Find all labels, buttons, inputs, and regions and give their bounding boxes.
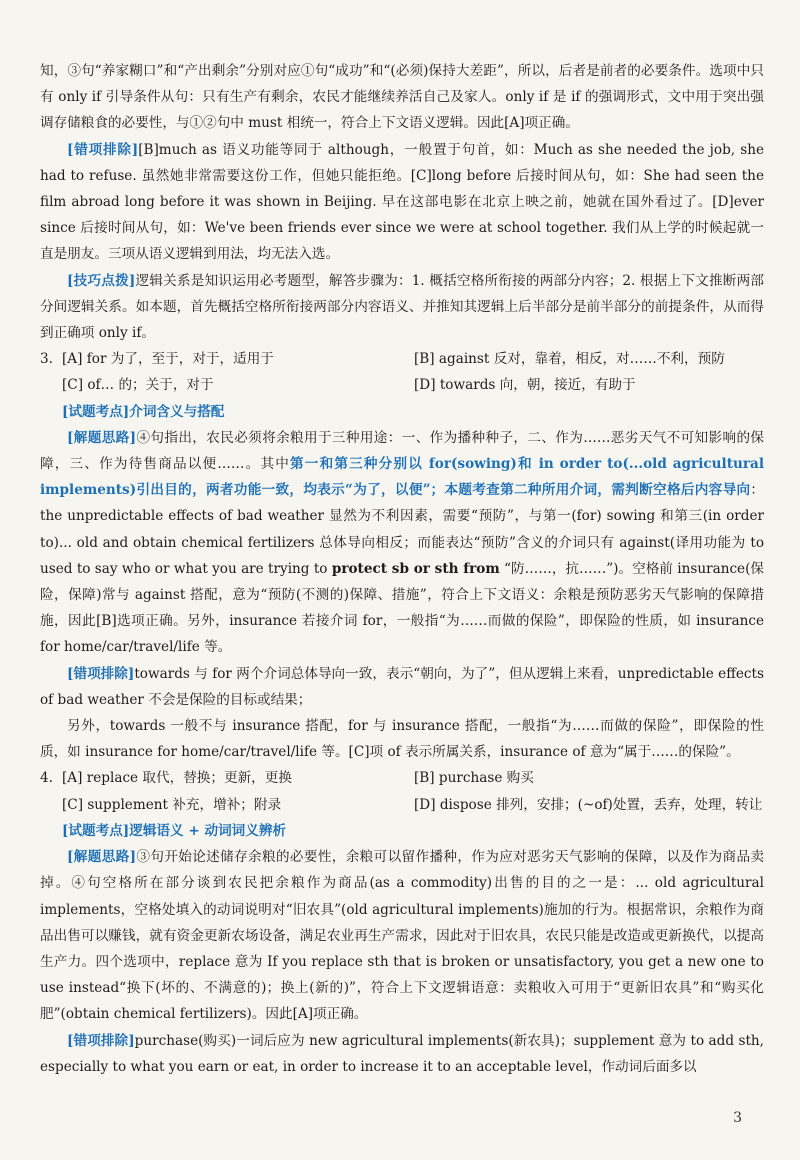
- q3-key-point: [40, 399, 764, 425]
- q3-solution-bold: protect sb or sth from: [331, 560, 500, 577]
- page-number: 3: [733, 1110, 742, 1126]
- tag-solution: [解题思路]: [67, 429, 137, 446]
- q3-solution-text-1: ④句指出，农民必须将余粮用于三种用途：一、作为播种种子，二、作为……恶劣天气不可知影响的保障，三、作为待售商品以便……。其中: [40, 429, 765, 473]
- q4-solution: [40, 844, 764, 1027]
- wrong-options-text: [B]much as 语义功能等同于 although，一般置于句首，如：Much as she needed the job, she had to refuse. 虽然她非常需要这份工作，但她只能拒绝。[C]long before 后接时间从句，如：She had seen the film abroad long before it was shown in Beijing. 早在这部电影在北京上映之前，她就在国外看过了。[D]ever since 后接时间从句，如：We've been friends ever since we were at school together. 我们从上学的时候起就一直是朋友。三项从语义逻辑到用法，均无法入选。: [40, 141, 764, 263]
- q4-option-b: [B] purchase 购买: [414, 770, 534, 787]
- q4-key-point-text: 逻辑语义 + 动词词义辨析: [129, 822, 287, 839]
- q4-key-point: [40, 818, 764, 844]
- q4-solution-text: ③句开始论述储存余粮的必要性，余粮可以留作播种，作为应对恶劣天气影响的保障，以及作为商品卖掉。④句空格所在部分谈到农民把余粮作为商品(as a commodity)出售的目的之一是：... old agricultural implements，空格处填入的动词说明对“旧农具”(old agricultural implements)施加的行为。根据常识，余粮作为商品出售可以赚钱，就有资金更新农场设备，满足农业再生产需求，因此对于旧农具，农民只能是改造或更新换代，以提高生产力。四个选项中，replace 意为 If you replace sth that is broken or unsatisfactory, you get a new one to use instead“换下(坏的、不满意的)；换上(新的)”，符合上下文逻辑语意：卖粮收入可用于“更新旧农具”和“购买化肥”(obtain chemical fertilizers)。因此[A]项正确。: [40, 849, 764, 1023]
- q3-solution-text-2: ：the unpredictable effects of bad weather 显然为不利因素，需要“预防”，与第一(for) sowing 和第三(in order to)... old and obtain chemical fertilizers 总体导向相反；而能表达“预防”含义的介词只有 against(译用功能为 to used to say who or what you are trying to: [40, 482, 764, 577]
- q3-wrong-options-cont: 另外，towards 一般不与 insurance 搭配，for 与 insurance 搭配，一般指“为……而做的保险”，即保险的性质，如 insurance for home/car/travel/life 等。[C]项 of 表示所属关系，insurance of 意为“属于……的保险”。: [40, 718, 764, 761]
- tag-key-point: [试题考点]: [62, 403, 130, 420]
- q3-option-d: [D] towards 向，朝，接近，有助于: [414, 377, 636, 394]
- tag-solution-q4: [解题思路]: [67, 849, 137, 866]
- tag-key-point-q4: [试题考点]: [62, 822, 130, 839]
- paragraph-wrong-options: [40, 137, 764, 268]
- q3-solution-text-3: “防……，抗……”)。空格前 insurance(保险，保障)常与 against 搭配，意为“预防(不测的)保障、措施”，符合上下文语义：余粮是预防恶劣天气影响的保障措施，因此[B]选项正确。另外，insurance 若接介词 for，一般指“为……而做的保险”，即保险的性质，如 insurance for home/car/travel/life 等。: [40, 560, 765, 656]
- q3-solution-highlight: 第一和第三种分别以 for(sowing)和 in order to(...old agricultural implements)引出目的，两者功能一致，均表示“为了，以便”；本题考查第二种所用介词，需判断空格后内容导向: [40, 456, 765, 499]
- q4-option-a: [A] replace 取代，替换；更新，更换: [62, 770, 292, 787]
- paragraph-continuation: 知，③句“养家糊口”和“产出剩余”分别对应①句“成功”和“(必须)保持大差距”，所以，后者是前者的必要条件。选项中只有 only if 引导条件从句：只有生产有剩余，农民才能继续养活自己及家人。only if 是 if 的强调形式，文中用于突出强调存储粮食的必要性，与①②句中 must 相统一，符合上下文语义逻辑。因此[A]项正确。: [40, 63, 764, 132]
- q3-option-c: [C] of… 的；关于，对于: [62, 377, 214, 394]
- q3-number: 3.: [40, 351, 53, 368]
- tag-wrong-options: [错项排除]: [67, 141, 139, 158]
- q4-option-c: [C] supplement 补充，增补；附录: [62, 796, 282, 813]
- q4-options-row2: [40, 792, 764, 818]
- q4-number: 4.: [40, 770, 53, 787]
- q3-solution: [40, 425, 764, 661]
- q3-option-b: [B] against 反对，靠着，相反，对……不利，预防: [414, 351, 725, 368]
- q4-wrong-options-text: purchase(购买)一词后应为 new agricultural implements(新农具)；supplement 意为 to add sth, especially to what you earn or eat, in order to increase it to an acceptable level，作动词后面多以: [40, 1032, 764, 1075]
- tips-text: 逻辑关系是知识运用必考题型，解答步骤为：1. 概括空格所衔接的两部分内容；2. 根据上下文推断两部分间逻辑关系。如本题，首先概括空格所衔接两部分内容语义、并推知其逻辑上后半部分是前半部分的前提条件，从而得到正确项 only if。: [40, 272, 764, 342]
- q4-options-row1: [40, 765, 764, 791]
- tag-wrong-options-q4: [错项排除]: [67, 1032, 135, 1049]
- tag-wrong-options-q3: [错项排除]: [67, 665, 135, 682]
- page-body: [40, 58, 764, 1080]
- tag-tips: [技巧点拨]: [67, 272, 136, 289]
- q3-wrong-options: [40, 661, 764, 713]
- q4-wrong-options: [40, 1028, 764, 1080]
- paragraph-tips: [40, 268, 764, 347]
- q3-wrong-options-text: towards 与 for 两个介词总体导向一致，表示“朝向，为了”，但从逻辑上来看，unpredictable effects of bad weather 不会是保险的目标或结果；: [40, 665, 764, 708]
- q3-option-a: [A] for 为了，至于，对于，适用于: [62, 351, 274, 368]
- q4-option-d: [D] dispose 排列，安排；(~of)处置，丢弃，处理，转让: [414, 796, 763, 813]
- q3-options-row1: [40, 346, 764, 372]
- q3-options-row2: [40, 372, 764, 398]
- q3-key-point-text: 介词含义与搭配: [129, 403, 225, 420]
